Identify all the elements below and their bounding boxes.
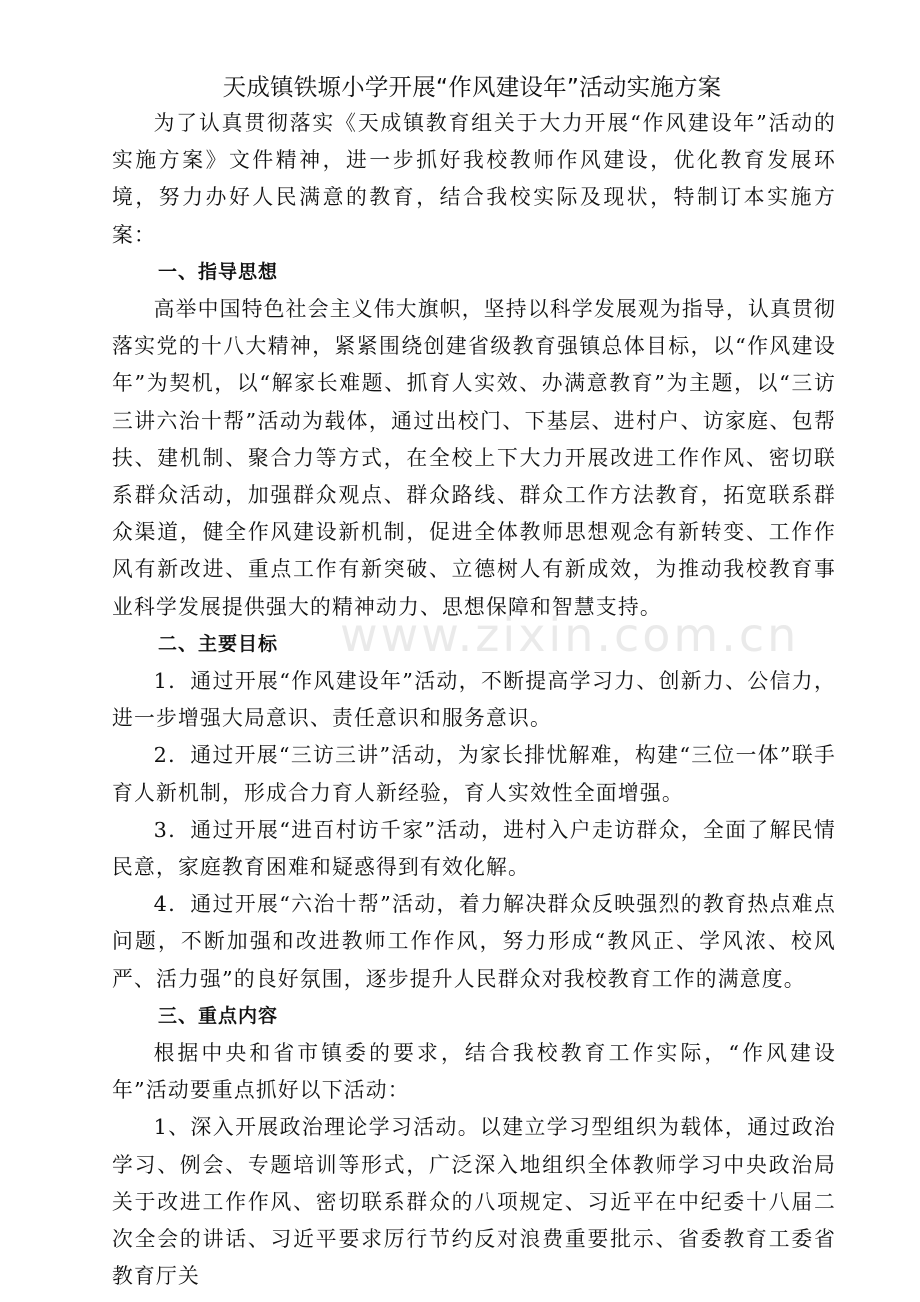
intro-paragraph: 为了认真贯彻落实《天成镇教育组关于大力开展“作风建设年”活动的实施方案》文件精神，进一步抓好我校教师作风建设，优化教育发展环境，努力办好人民满意的教育，结合我校实际及现状，特制订本实施方案： (112, 111, 836, 247)
goal-item-4: 4．通过开展“六治十帮”活动，着力解决群众反映强烈的教育热点难点问题，不断加强和改进教师工作作风，努力形成“教风正、学风浓、校风严、活力强”的良好氛围，逐步提升人民群众对我校教育工作的满意度。 (112, 892, 836, 991)
document-title: 天成镇铁塬小学开展“作风建设年”活动实施方案 (222, 73, 722, 101)
watermark: www.zixin.com.cn (340, 608, 800, 662)
guiding-thought-paragraph: 高举中国特色社会主义伟大旗帜，坚持以科学发展观为指导，认真贯彻落实党的十八大精神，紧紧围绕创建省级教育强镇总体目标，以“作风建设年”为契机，以“解家长难题、抓育人实效、办满意教育”为主题，以“三访三讲六治十帮”活动为载体，通过出校门、下基层、进村户、访家庭、包帮扶、建机制、聚合力等方式，在全校上下大力开展改进工作作风、密切联系群众活动，加强群众观点、群众路线、群众工作方法教育，拓宽联系群众渠道，健全作风建设新机制，促进全体教师思想观念有新转变、工作作风有新改进、重点工作有新突破、立德树人有新成效，为推动我校教育事业科学发展提供强大的精神动力、思想保障和智慧支持。 (112, 297, 836, 619)
goal-item-1: 1．通过开展“作风建设年”活动，不断提高学习力、创新力、公信力，进一步增强大局意识、责任意识和服务意识。 (112, 669, 836, 731)
section-heading-guiding-thought: 一、指导思想 (158, 260, 279, 283)
section-heading-key-content: 三、重点内容 (158, 1004, 279, 1027)
goal-item-3: 3．通过开展“进百村访千家”活动，进村入户走访群众，全面了解民情民意，家庭教育困难和疑惑得到有效化解。 (112, 817, 836, 880)
document-page (112, 66, 836, 1296)
key-content-item-1: 1、深入开展政治理论学习活动。以建立学习型组织为载体，通过政治学习、例会、专题培训等形式，广泛深入地组织全体教师学习中央政治局关于改进工作作风、密切联系群众的八项规定、习近平在中纪委十八届二次全会的讲话、习近平要求厉行节约反对浪费重要批示、省委教育工委省教育厅关 (112, 1115, 836, 1289)
key-content-intro: 根据中央和省市镇委的要求，结合我校教育工作实际，“作风建设年”活动要重点抓好以下活动： (112, 1041, 836, 1103)
section-heading-main-goals: 二、主要目标 (158, 632, 279, 655)
goal-item-2: 2．通过开展“三访三讲”活动，为家长排忧解难，构建“三位一体”联手育人新机制，形成合力育人新经验，育人实效性全面增强。 (112, 743, 836, 805)
